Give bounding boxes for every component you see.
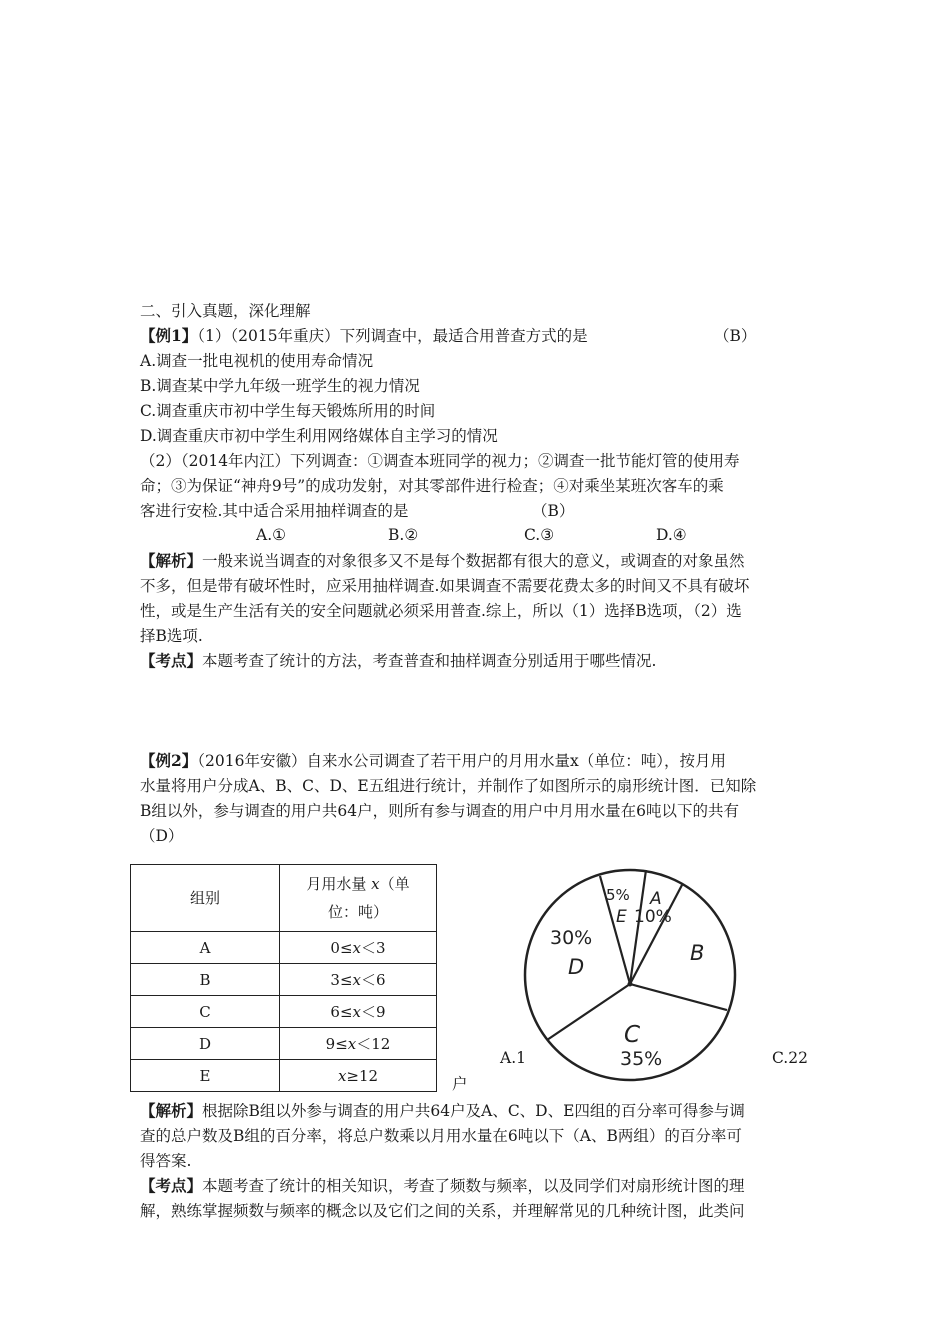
range-left: 6≤: [330, 1003, 353, 1021]
analysis-text: 一般来说当调查的对象很多又不是每个数据都有很大的意义，或调查的对象虽然: [202, 552, 745, 570]
range-right: ＜6: [361, 971, 386, 989]
question-2-line-1: （2）（2014年内江）下列调查：①调查本班同学的视力；②调查一批节能灯管的使用寿: [140, 452, 740, 470]
example-2-answer: （D）: [140, 827, 184, 845]
range-right: ＜3: [361, 939, 386, 957]
range-var: x: [352, 1003, 362, 1021]
choice-d: D.④: [656, 526, 687, 544]
choice-c: C.③: [524, 526, 555, 544]
table-row: [131, 996, 437, 1028]
answer: （B）: [714, 327, 757, 345]
question-text: （2016年安徽）自来水公司调查了若干用户的月用水量x（单位：吨），按月用: [197, 752, 726, 770]
pie-label-d-percent: 30%: [550, 927, 593, 949]
range-var: x: [337, 1066, 347, 1085]
kaodian-tag: 【考点】: [140, 651, 203, 670]
analysis-tag: 【解析】: [140, 551, 203, 570]
option-c: C.调查重庆市初中学生每天锻炼所用的时间: [140, 402, 436, 420]
example-2-line-1: [140, 751, 810, 771]
question-2-line-3: [140, 501, 810, 521]
group-cell: A: [131, 932, 280, 964]
analysis-line-4: 择B选项.: [140, 627, 203, 645]
group-cell: D: [131, 1028, 280, 1060]
question-text: （1）（2015年重庆）下列调查中，最适合用普查方式的是: [197, 327, 588, 345]
table-header-row: [131, 865, 437, 932]
header-group: 组别: [131, 865, 280, 932]
kaodian-tag: 【考点】: [140, 1176, 203, 1195]
range-right: ≥12: [346, 1066, 379, 1085]
table-row: [131, 932, 437, 964]
analysis-line-3: 性，或是生产生活有关的安全问题就必须采用普查.综上，所以（1）选择B选项，（2）选: [140, 602, 742, 620]
group-cell: B: [131, 964, 280, 996]
option-d: D.调查重庆市初中学生利用网络媒体自主学习的情况: [140, 427, 498, 445]
answer: （B）: [532, 502, 575, 520]
example-2-line-3: B组以外，参与调查的用户共64户，则所有参与调查的用户中月用水量在6吨以下的共有: [140, 802, 739, 820]
range-left: 3≤: [330, 971, 353, 989]
choice-a: A.①: [256, 526, 287, 544]
header-usage: [280, 865, 437, 932]
unit-hu: 户: [452, 1075, 468, 1093]
pie-divider-b-c: [630, 984, 727, 1010]
group-cell: E: [131, 1060, 280, 1092]
range-right: ＜9: [361, 1003, 386, 1021]
question-2-line-2: 命；③为保证“神舟9号”的成功发射，对其零部件进行检查；④对乘坐某班次客车的乘: [140, 477, 724, 495]
pie-label-a: A: [650, 889, 662, 909]
pie-center: [628, 982, 633, 987]
header-usage-text-b: （单: [379, 875, 410, 893]
group-cell: C: [131, 996, 280, 1028]
kaodian-line: [140, 651, 810, 671]
pie-divider-c-d: [547, 984, 630, 1040]
range-right: ＜12: [356, 1035, 391, 1053]
analysis-line-2: 不多，但是带有破坏性时，应采用抽样调查.如果调查不需要花费太多的时间又不具有破坏: [140, 577, 750, 595]
header-usage-text: 月用水量: [306, 875, 367, 893]
example-2-line-2: 水量将用户分成A、B、C、D、E五组进行统计，并制作了如图所示的扇形统计图．已知除: [140, 777, 757, 795]
table-row: [131, 964, 437, 996]
question-text: 客进行安检.其中适合采用抽样调查的是: [140, 502, 409, 520]
kaodian-text: 本题考查了统计的相关知识，考查了频数与频率，以及同学们对扇形统计图的理: [202, 1177, 745, 1195]
pie-label-e-percent: 5%: [606, 886, 630, 904]
range-cell: [280, 1060, 437, 1092]
range-cell: [280, 932, 437, 964]
header-usage-var: x: [371, 875, 380, 893]
range-left: 9≤: [325, 1035, 348, 1053]
range-cell: [280, 964, 437, 996]
pie-label-d: D: [568, 955, 585, 979]
option-b: B.调查某中学九年级一班学生的视力情况: [140, 377, 420, 395]
pie-label-e: E: [616, 907, 627, 927]
example-2-kaodian-line-1: [140, 1176, 810, 1196]
range-var: x: [352, 971, 362, 989]
example-tag: 【例1】: [140, 326, 198, 345]
option-a: A.1: [500, 1049, 526, 1067]
analysis-text: 根据除B组以外参与调查的用户共64户及A、C、D、E四组的百分率可得参与调: [202, 1102, 745, 1120]
section-title: 二、引入真题，深化理解: [140, 302, 311, 320]
pie-label-c-percent: 35%: [620, 1048, 663, 1070]
pie-chart: [520, 860, 740, 1085]
range-left: 0≤: [330, 939, 353, 957]
range-var: x: [352, 939, 362, 957]
analysis-tag: 【解析】: [140, 1101, 203, 1120]
pie-label-b: B: [690, 941, 705, 965]
table-row: [131, 1060, 437, 1092]
pie-label-c: C: [624, 1022, 641, 1048]
example-2-analysis-line-1: [140, 1101, 810, 1121]
pie-label-a-percent: 10%: [634, 907, 672, 927]
table-row: [131, 1028, 437, 1060]
choice-b: B.②: [388, 526, 419, 544]
water-usage-table: [130, 864, 437, 1092]
range-var: x: [347, 1035, 357, 1053]
example-2-analysis-line-3: 得答案.: [140, 1152, 192, 1170]
example-2-kaodian-line-2: 解，熟练掌握频数与频率的概念以及它们之间的关系，并理解常见的几种统计图，此类问: [140, 1202, 745, 1220]
example-tag: 【例2】: [140, 751, 198, 770]
analysis-line-1: [140, 551, 810, 571]
option-a: A.调查一批电视机的使用寿命情况: [140, 352, 374, 370]
example-2-analysis-line-2: 查的总户数及B组的百分率，将总户数乘以月用水量在6吨以下（A、B两组）的百分率可: [140, 1127, 742, 1145]
kaodian-text: 本题考查了统计的方法，考查普查和抽样调查分别适用于哪些情况.: [202, 652, 657, 670]
range-cell: [280, 1028, 437, 1060]
range-cell: [280, 996, 437, 1028]
option-c: C.22: [772, 1049, 808, 1067]
header-usage-text-c: 位：吨）: [327, 903, 388, 921]
example-1-question-1: [140, 326, 810, 346]
